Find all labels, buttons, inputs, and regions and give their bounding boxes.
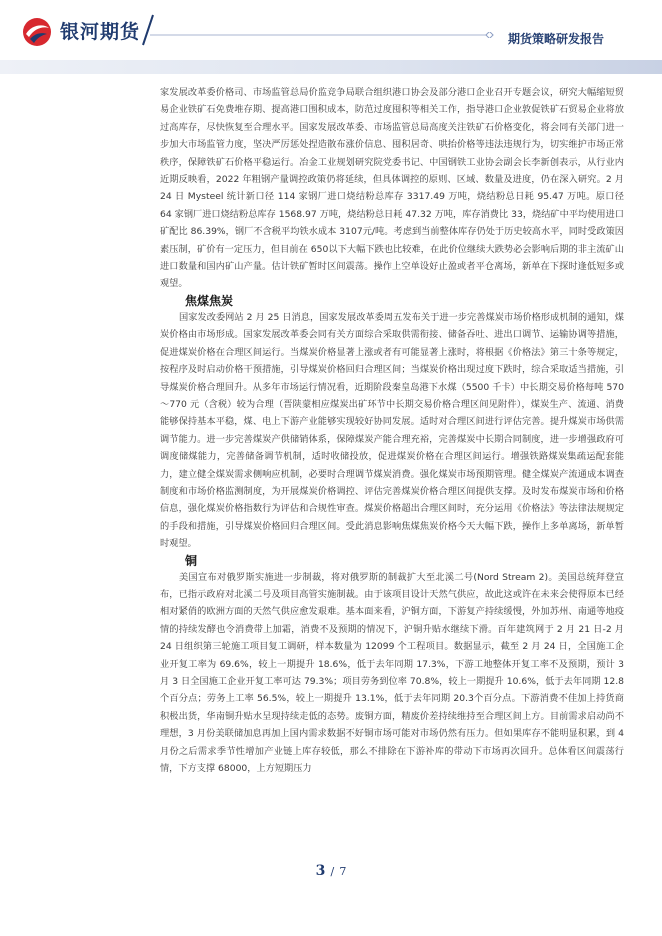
coking-coal-paragraph: 国家发改委网站 2 月 25 日消息，国家发展改革委周五发布关于进一步完善煤炭市场价格形成机制的通知，煤炭价格由市场形成。国家发展改革委会同有关方面综合采取供需衔接、储备吞吐、进出口调节、运输协调等措施，促进煤炭价格在合理区间运行。当煤炭价格显著上涨或者有可能显著上涨时，将根据《价格法》第三十条等规定，按程序及时启动价格干预措施，引导煤炭价格回归合理区间；当煤炭价格出现过度下跌时，综合采取适当措施，引导煤炭价格合理回升。从多年市场运行情况看，近期阶段秦皇岛港下水煤（5500 千卡）中长期交易价格每吨 570～770 元（含税）较为合理（晋陕蒙相应煤炭出矿环节中长期交易价格合理区间见附件），煤炭生产、流通、消费能够保持基本平稳，煤、电上下游产业能够实现较好协同发展。适时对合理区间进行评估完善。提升煤炭市场供需调节能力。进一步完善煤炭产供储销体系，保障煤炭产能合理充裕，完善煤炭中长期合同制度，进一步增强政府可调度储煤能力，完善储备调节机制，适时收储投放，促进煤炭价格在合理区间运行。增强铁路煤炭集疏运配套能力，建立健全煤炭需求侧响应机制，必要时合理调节煤炭消费。强化煤炭市场预期管理。健全煤炭产流通成本调查制度和市场价格监测制度，为开展煤炭价格调控、评估完善煤炭价格合理区间提供支撑。及时发布煤炭市场和价格信息，强化煤炭价格指数行为评估和合规性审查。煤炭价格超出合理区间时，充分运用《价格法》等法律法规规定的手段和措施，引导煤炭价格回归合理区间。受此消息影响焦煤焦炭价格今天大幅下跌，操作上多单离场，新单暂时观望。 <box>160 311 624 550</box>
page-separator: / <box>330 865 335 878</box>
copper-paragraph: 美国宣布对俄罗斯实施进一步制裁，将对俄罗斯的制裁扩大至北溪二号(Nord Stream 2)。美国总统拜登宣布，已指示政府对北溪二号及项目高管实施制裁。由于该项目设计天然气供应，故此这或许在未来会使得原本已经相对紧俏的欧洲方面的天然气供应愈发艰难。基本面来看，沪铜方面，下游复产持续缓慢，外加苏州、南通等地疫情的持续发酵也令消费带上加霜，消费不及预期的情况下，沪铜升贴水继续下滑。百年建筑网于 2 月 21 日-2 月 24 日组织第三轮施工项目复工调研，样本数量为 12099 个工程项目。数据显示，截至 2 月 24 日，全国施工企业开复工率为 69.6%，较上一期提升 18.6%，低于去年同期 17.3%，下游工地整体开复工率不及预期，预计 3 月 3 日全国施工企业开复工率可达 79.3%；项目劳务到位率 70.8%，较上一期提升 10.6%，低于去年同期 12.8 个百分点；劳务上工率 56.5%，较上一期提升 13.1%，低于去年同期 20.3个百分点。下游消费不佳加上持货商积极出货，华南铜升贴水呈现持续走低的态势。废铜方面，精废价差持续维持至合理区间上方。目前需求启动尚不理想，3 月份美联储加息再加上国内需求数据不好铜市场可能对市场仍然有压力。但如果库存不能明显积累，到 4 月份之后需求季节性增加产业链上库存较低，那么不排除在下游补库的带动下市场再次回升。总体看区间震荡行情，下方支撑 68000，上方短期压力 <box>160 571 624 775</box>
brand-name: 银河期货 <box>60 21 141 43</box>
report-body <box>160 84 624 777</box>
page-total: 7 <box>339 865 347 878</box>
section-heading-coking-coal: 焦煤焦炭 <box>185 293 234 308</box>
report-title: 期货策略研发报告 <box>508 32 605 46</box>
header-slash-icon <box>140 12 156 48</box>
page-number <box>0 860 662 879</box>
section-heading-copper: 铜 <box>185 553 198 568</box>
header-gradient-bar <box>0 60 662 74</box>
page-current: 3 <box>315 863 326 879</box>
iron-ore-paragraph: 家发展改革委价格司、市场监管总局价监竞争局联合组织港口协会及部分港口企业召开专题会议，研究大幅缩短贸易企业铁矿石免费堆存期、提高港口围积成本，防范过度囤积等相关工作，指导港口企业敦促铁矿石贸易企业将放过高库存，尽快恢复至合理水平。国家发展改革委、市场监管总局高度关注铁矿石价格变化，将会同有关部门进一步加大市场监管力度，坚决严厉惩处捏造散布涨价信息、囤积居奇、哄抬价格等违法违规行为，切实维护市场正常秩序，保障铁矿石价格平稳运行。冶金工业规划研究院党委书记、中国钢铁工业协会副会长李新创表示，从行业内近期反映看，2022 年粗钢产量调控政策仍将延续，但具体调控的原则、区域、数量及进度，仍在深入研究。2 月 24 日 Mysteel 统计新口径 114 家钢厂进口烧结粉总库存 3317.49 万吨，烧结粉总日耗 95.47 万吨。原口径 64 家钢厂进口烧结粉总库存 1568.97 万吨，烧结粉总日耗 47.32 万吨，库存消费比 33，烧结矿中平均使用进口矿配比 86.39%，钢厂不含税平均铁水成本 3107元/吨。考虑到当前整体库存仍处于历史较高水平，同时受政策因素压制，矿价有一定压力，但目前在 650以下大幅下跌也比较难，在此价位继续大跌势必会影响后期的非主流矿山进口数量和国内矿山产量。估计铁矿暂时区间震荡。操作上空单设好止盈或者平仓离场，新单在下探时逢低短多或观望。 <box>160 87 624 290</box>
header-divider-line <box>150 32 495 38</box>
page-header <box>0 0 662 75</box>
galaxy-logo-icon <box>22 17 52 47</box>
